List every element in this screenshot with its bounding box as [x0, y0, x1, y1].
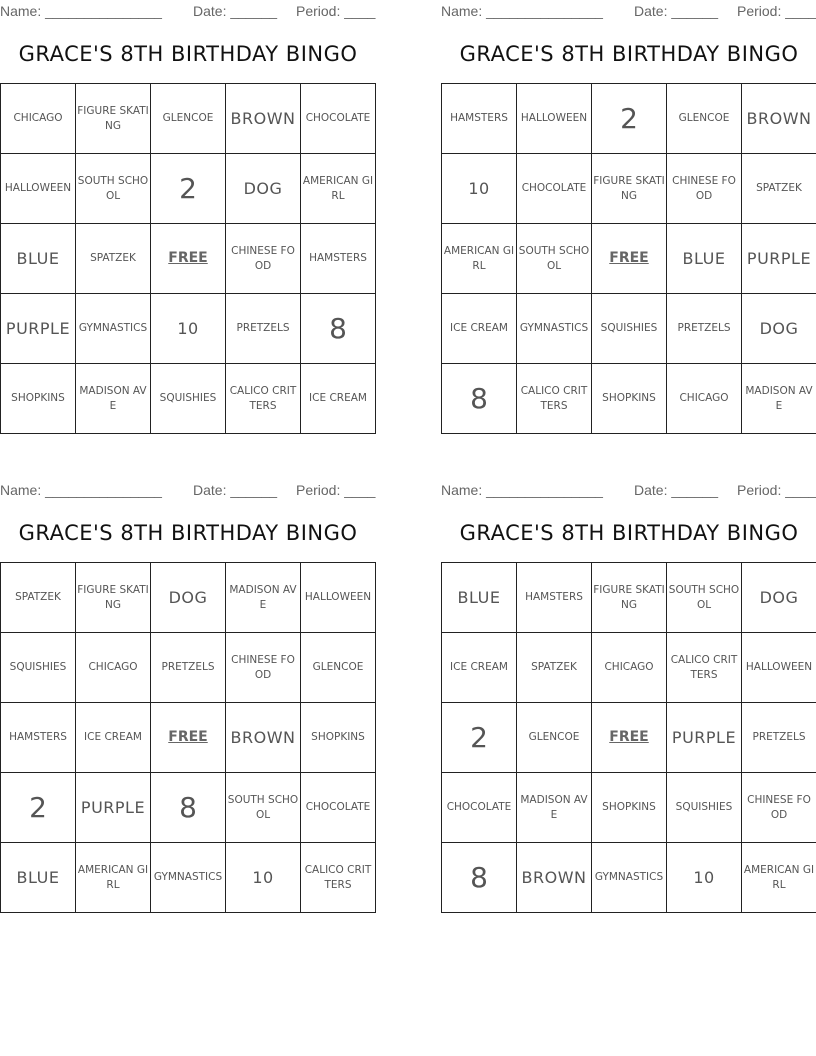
bingo-cell: BLUE	[667, 224, 742, 294]
bingo-cell: PRETZELS	[226, 294, 301, 364]
bingo-cell: PURPLE	[667, 703, 742, 773]
bingo-cell: HAMSTERS	[301, 224, 376, 294]
card-title: GRACE'S 8TH BIRTHDAY BINGO	[459, 521, 799, 545]
bingo-grid	[441, 83, 816, 434]
bingo-cell: PURPLE	[1, 294, 76, 364]
bingo-cell: 10	[151, 294, 226, 364]
name-field: Name: _______________	[441, 482, 603, 498]
bingo-cell: CHINESE FOOD	[667, 154, 742, 224]
bingo-cell: BLUE	[1, 224, 76, 294]
bingo-cell: FIGURE SKATING	[592, 154, 667, 224]
bingo-cell: SHOPKINS	[592, 364, 667, 434]
bingo-cell: 8	[151, 773, 226, 843]
bingo-cell: AMERICAN GIRL	[76, 843, 151, 913]
bingo-cell: CALICO CRITTERS	[667, 633, 742, 703]
bingo-cell: BLUE	[442, 563, 517, 633]
bingo-cell: BROWN	[226, 703, 301, 773]
bingo-cell: 2	[151, 154, 226, 224]
period-field: Period: ____	[296, 3, 376, 19]
bingo-cell: SOUTH SCHOOL	[517, 224, 592, 294]
bingo-cell: PURPLE	[742, 224, 816, 294]
bingo-cell: FIGURE SKATING	[76, 84, 151, 154]
card-title: GRACE'S 8TH BIRTHDAY BINGO	[18, 521, 358, 545]
bingo-cell: AMERICAN GIRL	[301, 154, 376, 224]
bingo-cell: 8	[442, 843, 517, 913]
bingo-cell: GYMNASTICS	[517, 294, 592, 364]
bingo-cell: CHINESE FOOD	[226, 633, 301, 703]
bingo-cell: BROWN	[742, 84, 816, 154]
date-field: Date: ______	[634, 482, 719, 498]
bingo-cell: CHINESE FOOD	[226, 224, 301, 294]
bingo-cell: SOUTH SCHOOL	[226, 773, 301, 843]
bingo-cell: CHOCOLATE	[301, 84, 376, 154]
bingo-cell: BLUE	[1, 843, 76, 913]
date-field: Date: ______	[193, 3, 278, 19]
bingo-cell: GLENCOE	[517, 703, 592, 773]
free-space-cell: FREE	[592, 224, 667, 294]
card-title: GRACE'S 8TH BIRTHDAY BINGO	[459, 42, 799, 66]
bingo-cell: GLENCOE	[301, 633, 376, 703]
bingo-cell: FIGURE SKATING	[76, 563, 151, 633]
bingo-cell: GLENCOE	[667, 84, 742, 154]
bingo-cell: HAMSTERS	[442, 84, 517, 154]
bingo-cell: HALLOWEEN	[301, 563, 376, 633]
bingo-cell: SQUISHIES	[592, 294, 667, 364]
student-info-header	[0, 479, 376, 503]
bingo-cell: CHOCOLATE	[442, 773, 517, 843]
name-field: Name: _______________	[441, 3, 603, 19]
bingo-cell: CHICAGO	[592, 633, 667, 703]
bingo-cell: GYMNASTICS	[151, 843, 226, 913]
card-title: GRACE'S 8TH BIRTHDAY BINGO	[18, 42, 358, 66]
bingo-cell: DOG	[226, 154, 301, 224]
bingo-cell: 2	[1, 773, 76, 843]
bingo-cell: 10	[667, 843, 742, 913]
bingo-cell: CHICAGO	[667, 364, 742, 434]
bingo-cell: DOG	[742, 563, 816, 633]
bingo-cell: HAMSTERS	[1, 703, 76, 773]
student-info-header	[0, 0, 376, 24]
period-field: Period: ____	[737, 3, 816, 19]
bingo-cell: AMERICAN GIRL	[742, 843, 816, 913]
bingo-cell: GLENCOE	[151, 84, 226, 154]
bingo-grid	[0, 562, 376, 913]
name-field: Name: _______________	[0, 482, 162, 498]
bingo-cell: SQUISHIES	[151, 364, 226, 434]
bingo-cell: CALICO CRITTERS	[301, 843, 376, 913]
bingo-cell: CALICO CRITTERS	[517, 364, 592, 434]
date-field: Date: ______	[634, 3, 719, 19]
bingo-cell: ICE CREAM	[442, 633, 517, 703]
period-field: Period: ____	[296, 482, 376, 498]
bingo-cell: BROWN	[226, 84, 301, 154]
bingo-cell: PRETZELS	[742, 703, 816, 773]
bingo-cell: GYMNASTICS	[76, 294, 151, 364]
bingo-cell: GYMNASTICS	[592, 843, 667, 913]
bingo-cell: DOG	[151, 563, 226, 633]
bingo-cell: CHICAGO	[76, 633, 151, 703]
bingo-cell: 8	[442, 364, 517, 434]
bingo-cell: ICE CREAM	[76, 703, 151, 773]
student-info-header	[441, 0, 816, 24]
bingo-cell: HALLOWEEN	[742, 633, 816, 703]
bingo-cell: PRETZELS	[667, 294, 742, 364]
bingo-cell: SOUTH SCHOOL	[76, 154, 151, 224]
free-space-cell: FREE	[151, 224, 226, 294]
bingo-cell: BROWN	[517, 843, 592, 913]
period-field: Period: ____	[737, 482, 816, 498]
bingo-cell: 10	[442, 154, 517, 224]
bingo-cell: CHOCOLATE	[517, 154, 592, 224]
bingo-cell: SQUISHIES	[1, 633, 76, 703]
bingo-cell: CHICAGO	[1, 84, 76, 154]
free-space-cell: FREE	[592, 703, 667, 773]
date-field: Date: ______	[193, 482, 278, 498]
bingo-cell: CHOCOLATE	[301, 773, 376, 843]
bingo-cell: 10	[226, 843, 301, 913]
bingo-cell: 8	[301, 294, 376, 364]
bingo-cell: FIGURE SKATING	[592, 563, 667, 633]
bingo-cell: 2	[442, 703, 517, 773]
bingo-cell: MADISON AVE	[742, 364, 816, 434]
student-info-header	[441, 479, 816, 503]
bingo-cell: HAMSTERS	[517, 563, 592, 633]
bingo-cell: SHOPKINS	[1, 364, 76, 434]
free-space-cell: FREE	[151, 703, 226, 773]
bingo-cell: PRETZELS	[151, 633, 226, 703]
name-field: Name: _______________	[0, 3, 162, 19]
bingo-grid	[441, 562, 816, 913]
bingo-cell: SQUISHIES	[667, 773, 742, 843]
bingo-cell: PURPLE	[76, 773, 151, 843]
bingo-cell: CALICO CRITTERS	[226, 364, 301, 434]
bingo-cell: ICE CREAM	[442, 294, 517, 364]
bingo-cell: SPATZEK	[742, 154, 816, 224]
bingo-cell: MADISON AVE	[76, 364, 151, 434]
bingo-cell: HALLOWEEN	[517, 84, 592, 154]
bingo-grid	[0, 83, 376, 434]
bingo-cell: MADISON AVE	[226, 563, 301, 633]
bingo-cell: SHOPKINS	[301, 703, 376, 773]
bingo-cell: AMERICAN GIRL	[442, 224, 517, 294]
bingo-cell: 2	[592, 84, 667, 154]
bingo-cell: HALLOWEEN	[1, 154, 76, 224]
bingo-cell: CHINESE FOOD	[742, 773, 816, 843]
bingo-cell: SHOPKINS	[592, 773, 667, 843]
bingo-cell: ICE CREAM	[301, 364, 376, 434]
bingo-cell: SPATZEK	[76, 224, 151, 294]
bingo-cell: SPATZEK	[1, 563, 76, 633]
bingo-cell: DOG	[742, 294, 816, 364]
bingo-cell: SOUTH SCHOOL	[667, 563, 742, 633]
bingo-cell: MADISON AVE	[517, 773, 592, 843]
bingo-cell: SPATZEK	[517, 633, 592, 703]
